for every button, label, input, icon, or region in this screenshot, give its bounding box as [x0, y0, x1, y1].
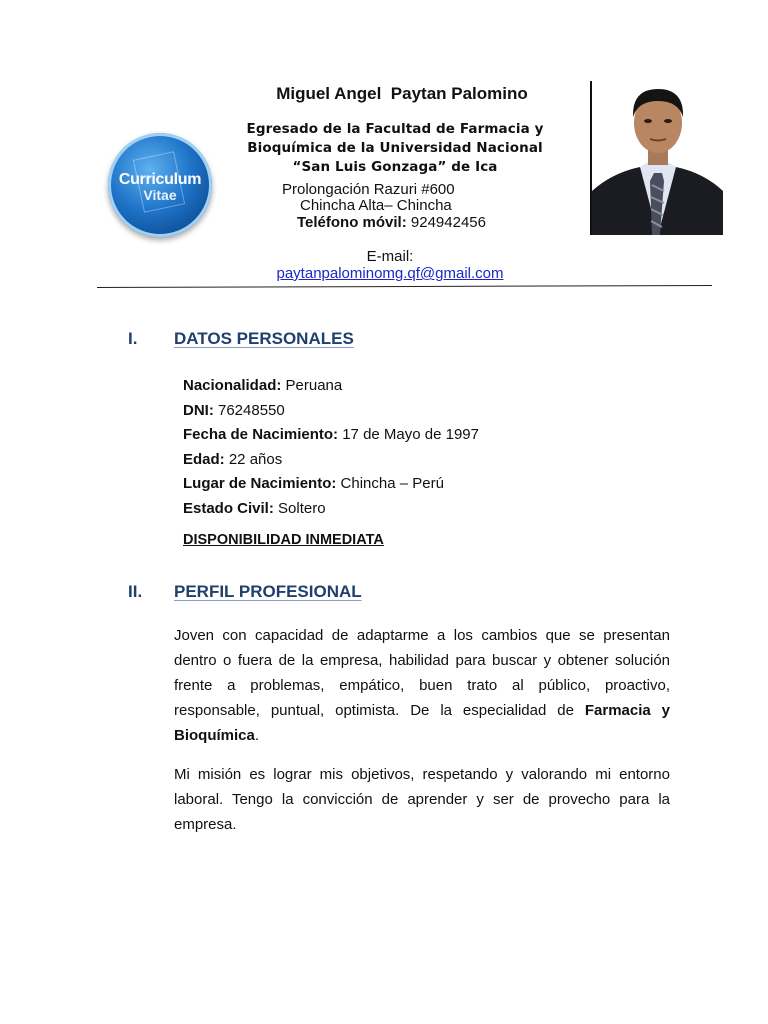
field-fecha-nacimiento — [183, 426, 479, 443]
phone-value: 924942456 — [406, 214, 486, 231]
field-edad — [183, 451, 282, 468]
phone-label: Teléfono móvil: — [297, 214, 407, 231]
field-label: Lugar de Nacimiento: — [183, 475, 337, 492]
profile-photo — [590, 81, 723, 235]
field-value: 76248550 — [213, 402, 285, 419]
curriculum-vitae-logo — [108, 133, 212, 237]
phone-line — [297, 214, 486, 231]
availability-note: DISPONIBILIDAD INMEDIATA — [183, 532, 384, 548]
address-line-2: Chincha Alta– Chincha — [300, 197, 452, 214]
field-estado-civil — [183, 500, 326, 517]
section-2-title: PERFIL PROFESIONAL — [174, 582, 362, 601]
field-label: DNI: — [183, 402, 214, 419]
field-label: Edad: — [183, 451, 225, 468]
section-1-title: DATOS PERSONALES — [174, 329, 354, 348]
profile-paragraph-1 — [174, 623, 670, 748]
email-line — [0, 265, 768, 282]
paragraph-end: . — [254, 727, 260, 744]
paragraph-bold-specialty: Farmacia y Bioquímica — [174, 702, 670, 744]
logo-text-line2: Vitae — [143, 187, 177, 203]
address-line-1: Prolongación Razuri #600 — [282, 181, 455, 198]
header-divider — [97, 285, 712, 288]
email-link[interactable]: paytanpalominomg.qf@gmail.com — [276, 265, 504, 282]
field-label: Estado Civil: — [183, 500, 274, 517]
field-value: 17 de Mayo de 1997 — [338, 426, 479, 443]
candidate-name: Miguel Angel Paytan Palomino — [276, 84, 528, 103]
email-label: E-mail: — [366, 248, 414, 265]
field-label: Nacionalidad: — [183, 377, 282, 394]
paragraph-text: Joven con capacidad de adaptarme a los cambios que se presentan dentro o fuera de la empresa, habilidad para buscar y obtener solución frente a problemas, empático, buen trato al público, proactivo, responsable, puntual, optimista. De la especialidad de — [174, 627, 670, 719]
field-nacionalidad — [183, 377, 342, 394]
profile-paragraph-2: Mi misión es lograr mis objetivos, respetando y valorando mi entorno laboral. Tengo la convicción de aprender y ser de provecho para la empresa. — [174, 766, 670, 833]
field-value: Chincha – Perú — [336, 475, 444, 492]
field-value: Soltero — [273, 500, 326, 517]
field-value: Peruana — [281, 377, 343, 394]
field-value: 22 años — [224, 451, 283, 468]
field-label: Fecha de Nacimiento: — [183, 426, 339, 443]
portrait-icon — [592, 81, 723, 235]
section-2-number: II. — [128, 582, 143, 601]
field-lugar-nacimiento — [183, 475, 444, 492]
section-1-number: I. — [128, 329, 138, 348]
logo-text-line1: Curriculum — [118, 171, 202, 188]
degree-description: Egresado de la Facultad de Farmacia y Bioquímica de la Universidad Nacional “San Luis Gonzaga” de Ica — [246, 121, 544, 175]
field-dni — [183, 402, 285, 419]
